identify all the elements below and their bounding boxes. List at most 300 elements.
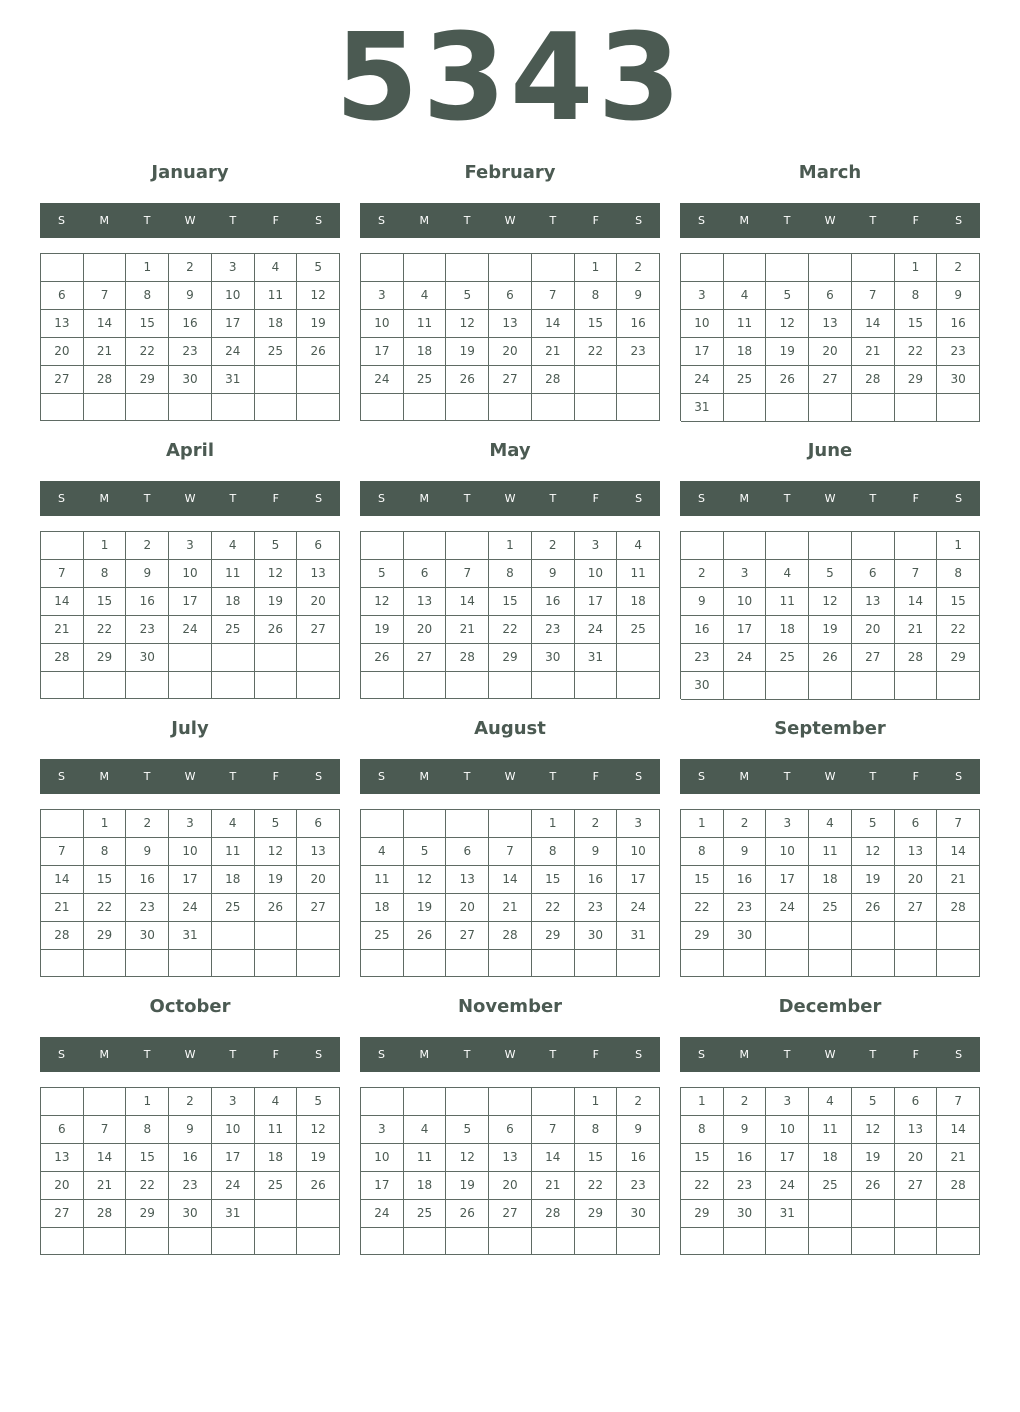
day-cell: 22 (84, 894, 127, 922)
day-cell: 17 (169, 866, 212, 894)
day-cell (404, 1228, 447, 1255)
day-cell (404, 394, 447, 421)
month-name: July (171, 718, 209, 739)
day-cell: 9 (126, 560, 169, 588)
day-cell: 18 (617, 588, 660, 616)
day-cell: 2 (532, 532, 575, 560)
day-cell: 21 (41, 894, 84, 922)
weekday-label: S (377, 492, 385, 505)
day-cell: 23 (169, 1172, 212, 1200)
weekday-label: S (315, 214, 323, 227)
day-cell: 20 (489, 1172, 532, 1200)
day-cell: 18 (212, 866, 255, 894)
day-cell: 5 (297, 254, 340, 282)
day-cell (809, 922, 852, 950)
day-cell: 27 (297, 894, 340, 922)
day-cell (169, 1228, 212, 1255)
day-cell: 14 (41, 588, 84, 616)
day-cell: 27 (404, 644, 447, 672)
weekday-label: S (697, 770, 705, 783)
weekday-label: S (955, 492, 963, 505)
day-cell: 16 (169, 1144, 212, 1172)
day-cell: 3 (361, 1116, 404, 1144)
day-cell: 3 (766, 1088, 809, 1116)
day-cell: 6 (297, 810, 340, 838)
day-cell: 1 (575, 1088, 618, 1116)
day-cell: 3 (681, 282, 724, 310)
day-cell: 28 (41, 644, 84, 672)
weekday-label: T (549, 214, 557, 227)
weekday-label: S (57, 1048, 65, 1061)
day-cell: 16 (169, 310, 212, 338)
day-cell: 27 (852, 644, 895, 672)
day-cell: 9 (617, 282, 660, 310)
weekday-label: S (377, 1048, 385, 1061)
day-cell (617, 672, 660, 699)
day-cell (126, 950, 169, 977)
month-name: June (807, 440, 853, 461)
day-cell (41, 394, 84, 421)
day-cell: 14 (895, 588, 938, 616)
weekday-label: S (57, 214, 65, 227)
weekday-label: M (739, 492, 750, 505)
day-cell: 15 (84, 866, 127, 894)
day-cell: 24 (575, 616, 618, 644)
day-cell (446, 672, 489, 699)
day-cell: 29 (681, 922, 724, 950)
month-march (680, 156, 980, 426)
day-cell: 19 (766, 338, 809, 366)
day-cell: 28 (937, 894, 980, 922)
day-cell (895, 1200, 938, 1228)
month-july (40, 712, 340, 982)
day-cell (617, 644, 660, 672)
day-cell: 5 (255, 810, 298, 838)
day-cell: 21 (84, 1172, 127, 1200)
day-cell (681, 950, 724, 977)
day-cell: 11 (212, 838, 255, 866)
day-cell (41, 532, 84, 560)
day-cell: 3 (361, 282, 404, 310)
day-cell: 1 (681, 810, 724, 838)
day-cell (361, 672, 404, 699)
day-cell: 10 (575, 560, 618, 588)
month-name: February (464, 162, 556, 183)
weekday-label: F (272, 214, 279, 227)
day-cell: 15 (84, 588, 127, 616)
day-cell (212, 644, 255, 672)
day-cell: 10 (681, 310, 724, 338)
day-cell: 26 (297, 338, 340, 366)
day-cell: 18 (809, 866, 852, 894)
day-cell: 24 (766, 1172, 809, 1200)
weekday-label: M (419, 770, 430, 783)
day-cell: 26 (361, 644, 404, 672)
day-cell (446, 394, 489, 421)
weekday-label: M (99, 492, 110, 505)
day-cell: 4 (809, 1088, 852, 1116)
day-cell (489, 810, 532, 838)
day-cell (489, 672, 532, 699)
day-cell (446, 950, 489, 977)
day-cell: 11 (361, 866, 404, 894)
day-cell: 13 (297, 560, 340, 588)
day-cell: 2 (617, 1088, 660, 1116)
weekday-label: T (143, 214, 151, 227)
day-cell: 1 (84, 532, 127, 560)
day-cell (937, 950, 980, 977)
day-cell: 10 (361, 310, 404, 338)
day-cell: 14 (84, 310, 127, 338)
month-name: October (149, 996, 231, 1017)
day-cell: 30 (126, 922, 169, 950)
day-cell: 2 (617, 254, 660, 282)
day-cell: 16 (681, 616, 724, 644)
day-cell (84, 254, 127, 282)
month-october (40, 990, 340, 1260)
day-cell: 7 (84, 282, 127, 310)
day-cell (489, 950, 532, 977)
day-cell (895, 672, 938, 700)
day-cell: 19 (446, 1172, 489, 1200)
day-cell (361, 1228, 404, 1255)
weekday-label: W (184, 492, 196, 505)
day-cell: 19 (297, 1144, 340, 1172)
day-cell (84, 950, 127, 977)
weekday-label: F (912, 492, 919, 505)
day-cell (937, 394, 980, 422)
day-cell: 12 (809, 588, 852, 616)
day-cell: 29 (532, 922, 575, 950)
day-cell: 14 (937, 838, 980, 866)
day-cell: 6 (895, 810, 938, 838)
day-cell: 17 (361, 1172, 404, 1200)
weekday-label: W (184, 214, 196, 227)
day-cell: 16 (126, 866, 169, 894)
day-cell: 26 (852, 894, 895, 922)
day-cell: 30 (724, 1200, 767, 1228)
day-cell (681, 532, 724, 560)
day-cell: 11 (212, 560, 255, 588)
day-cell: 10 (724, 588, 767, 616)
day-cell (84, 1088, 127, 1116)
day-cell: 21 (84, 338, 127, 366)
day-cell: 30 (681, 672, 724, 700)
day-cell: 29 (84, 922, 127, 950)
day-cell: 25 (255, 338, 298, 366)
day-cell (255, 672, 298, 699)
day-cell: 26 (255, 894, 298, 922)
month-november (360, 990, 660, 1260)
weekday-label: T (463, 770, 471, 783)
weekday-label: T (869, 214, 877, 227)
weekday-header (40, 481, 340, 516)
day-cell: 1 (575, 254, 618, 282)
day-cell (84, 394, 127, 421)
day-cell (809, 532, 852, 560)
day-cell: 16 (724, 866, 767, 894)
weekday-label: S (635, 492, 643, 505)
day-grid (360, 531, 660, 699)
day-cell (766, 922, 809, 950)
day-cell: 1 (126, 1088, 169, 1116)
day-cell: 10 (766, 838, 809, 866)
day-cell: 4 (212, 532, 255, 560)
weekday-label: M (739, 1048, 750, 1061)
day-cell: 15 (126, 310, 169, 338)
day-cell: 20 (809, 338, 852, 366)
day-cell: 7 (489, 838, 532, 866)
day-cell: 8 (532, 838, 575, 866)
day-cell: 13 (41, 1144, 84, 1172)
day-cell: 7 (532, 282, 575, 310)
day-cell: 10 (169, 838, 212, 866)
weekday-label: W (824, 770, 836, 783)
day-cell: 14 (446, 588, 489, 616)
day-cell: 7 (532, 1116, 575, 1144)
month-name: December (778, 996, 882, 1017)
day-cell: 10 (212, 1116, 255, 1144)
day-cell: 20 (895, 866, 938, 894)
day-cell: 7 (446, 560, 489, 588)
day-cell: 6 (41, 282, 84, 310)
day-cell: 7 (937, 1088, 980, 1116)
weekday-label: T (229, 214, 237, 227)
day-cell (41, 254, 84, 282)
day-cell (361, 950, 404, 977)
day-cell (446, 810, 489, 838)
day-cell: 28 (446, 644, 489, 672)
day-cell: 3 (617, 810, 660, 838)
day-cell (41, 672, 84, 699)
day-cell: 18 (809, 1144, 852, 1172)
day-cell: 2 (126, 810, 169, 838)
weekday-label: S (955, 1048, 963, 1061)
day-cell (212, 950, 255, 977)
day-cell: 10 (169, 560, 212, 588)
day-cell: 18 (255, 1144, 298, 1172)
day-cell (532, 394, 575, 421)
day-cell: 5 (404, 838, 447, 866)
day-cell: 15 (681, 1144, 724, 1172)
weekday-header (680, 481, 980, 516)
day-cell: 16 (937, 310, 980, 338)
day-cell: 5 (852, 810, 895, 838)
day-cell: 26 (404, 922, 447, 950)
weekday-label: T (549, 492, 557, 505)
day-cell: 5 (361, 560, 404, 588)
day-cell: 31 (617, 922, 660, 950)
day-cell: 11 (724, 310, 767, 338)
day-cell: 12 (404, 866, 447, 894)
day-cell: 4 (255, 1088, 298, 1116)
day-cell: 8 (84, 838, 127, 866)
day-cell: 20 (895, 1144, 938, 1172)
day-cell (489, 1088, 532, 1116)
day-cell: 9 (937, 282, 980, 310)
day-cell (404, 532, 447, 560)
day-cell: 31 (212, 1200, 255, 1228)
day-cell: 24 (681, 366, 724, 394)
day-cell: 7 (84, 1116, 127, 1144)
day-cell: 3 (575, 532, 618, 560)
day-cell (937, 672, 980, 700)
day-cell: 16 (126, 588, 169, 616)
day-cell: 4 (255, 254, 298, 282)
day-cell: 6 (404, 560, 447, 588)
weekday-label: T (143, 1048, 151, 1061)
day-cell (532, 950, 575, 977)
day-cell (724, 532, 767, 560)
day-cell: 18 (255, 310, 298, 338)
day-cell: 6 (489, 282, 532, 310)
day-cell: 28 (937, 1172, 980, 1200)
day-cell: 20 (297, 588, 340, 616)
day-cell: 17 (766, 1144, 809, 1172)
weekday-label: T (463, 1048, 471, 1061)
weekday-label: M (419, 492, 430, 505)
day-grid (680, 253, 980, 421)
day-cell (809, 254, 852, 282)
day-cell: 2 (724, 810, 767, 838)
day-cell: 28 (532, 1200, 575, 1228)
weekday-label: M (419, 214, 430, 227)
day-cell: 5 (809, 560, 852, 588)
day-cell: 14 (489, 866, 532, 894)
day-cell: 19 (852, 866, 895, 894)
weekday-label: F (912, 1048, 919, 1061)
day-cell (169, 644, 212, 672)
day-cell (895, 532, 938, 560)
weekday-label: S (57, 492, 65, 505)
day-cell (297, 922, 340, 950)
weekday-label: T (143, 492, 151, 505)
day-cell (446, 254, 489, 282)
day-cell (41, 950, 84, 977)
day-cell (212, 922, 255, 950)
weekday-label: S (315, 1048, 323, 1061)
day-cell (852, 1200, 895, 1228)
day-cell (532, 672, 575, 699)
day-cell (937, 1200, 980, 1228)
day-cell (766, 950, 809, 977)
day-cell: 3 (724, 560, 767, 588)
day-cell: 12 (361, 588, 404, 616)
day-cell (297, 1200, 340, 1228)
day-cell: 16 (575, 866, 618, 894)
day-cell: 21 (532, 338, 575, 366)
day-cell: 16 (532, 588, 575, 616)
day-cell (852, 922, 895, 950)
month-name: September (774, 718, 886, 739)
day-cell: 15 (532, 866, 575, 894)
day-cell: 24 (169, 894, 212, 922)
day-cell: 11 (617, 560, 660, 588)
day-cell: 30 (126, 644, 169, 672)
day-cell: 13 (489, 1144, 532, 1172)
day-cell (169, 394, 212, 421)
day-cell (126, 672, 169, 699)
day-cell: 21 (41, 616, 84, 644)
day-cell: 8 (84, 560, 127, 588)
day-cell: 17 (361, 338, 404, 366)
day-cell: 10 (617, 838, 660, 866)
weekday-label: T (549, 770, 557, 783)
weekday-header (680, 1037, 980, 1072)
day-cell: 3 (212, 254, 255, 282)
day-cell: 1 (681, 1088, 724, 1116)
month-name: May (489, 440, 531, 461)
day-cell: 23 (169, 338, 212, 366)
day-grid (40, 809, 340, 977)
day-cell: 23 (617, 1172, 660, 1200)
day-cell: 12 (766, 310, 809, 338)
day-cell: 31 (212, 366, 255, 394)
day-cell (297, 950, 340, 977)
day-cell (532, 254, 575, 282)
day-cell: 24 (212, 1172, 255, 1200)
day-cell (446, 1088, 489, 1116)
day-cell (212, 394, 255, 421)
day-cell: 20 (446, 894, 489, 922)
weekday-label: W (824, 1048, 836, 1061)
day-cell: 27 (809, 366, 852, 394)
day-cell: 8 (937, 560, 980, 588)
weekday-label: T (869, 492, 877, 505)
day-cell: 4 (809, 810, 852, 838)
day-cell: 10 (361, 1144, 404, 1172)
day-cell: 10 (766, 1116, 809, 1144)
day-cell: 27 (895, 1172, 938, 1200)
day-cell: 22 (575, 338, 618, 366)
weekday-header (40, 759, 340, 794)
weekday-label: W (184, 770, 196, 783)
day-cell: 11 (404, 1144, 447, 1172)
day-cell (766, 1228, 809, 1255)
day-cell: 3 (766, 810, 809, 838)
day-cell: 29 (126, 366, 169, 394)
day-grid (680, 1087, 980, 1255)
day-cell: 11 (255, 1116, 298, 1144)
day-cell: 24 (212, 338, 255, 366)
day-cell: 26 (766, 366, 809, 394)
day-cell (255, 1200, 298, 1228)
day-cell: 20 (489, 338, 532, 366)
day-cell: 14 (852, 310, 895, 338)
day-cell: 7 (41, 560, 84, 588)
day-cell (809, 1200, 852, 1228)
day-cell: 12 (446, 1144, 489, 1172)
day-cell: 9 (617, 1116, 660, 1144)
weekday-label: S (635, 1048, 643, 1061)
weekday-label: F (592, 1048, 599, 1061)
weekday-label: F (272, 770, 279, 783)
weekday-label: S (315, 770, 323, 783)
day-cell: 5 (852, 1088, 895, 1116)
day-cell: 29 (489, 644, 532, 672)
day-cell (809, 950, 852, 977)
day-cell (361, 532, 404, 560)
day-cell: 31 (681, 394, 724, 422)
day-cell: 27 (895, 894, 938, 922)
weekday-label: M (99, 1048, 110, 1061)
day-cell: 9 (169, 282, 212, 310)
day-cell (84, 672, 127, 699)
year-title: 5343 (335, 9, 685, 148)
day-cell: 8 (489, 560, 532, 588)
day-cell: 9 (169, 1116, 212, 1144)
day-cell (895, 394, 938, 422)
